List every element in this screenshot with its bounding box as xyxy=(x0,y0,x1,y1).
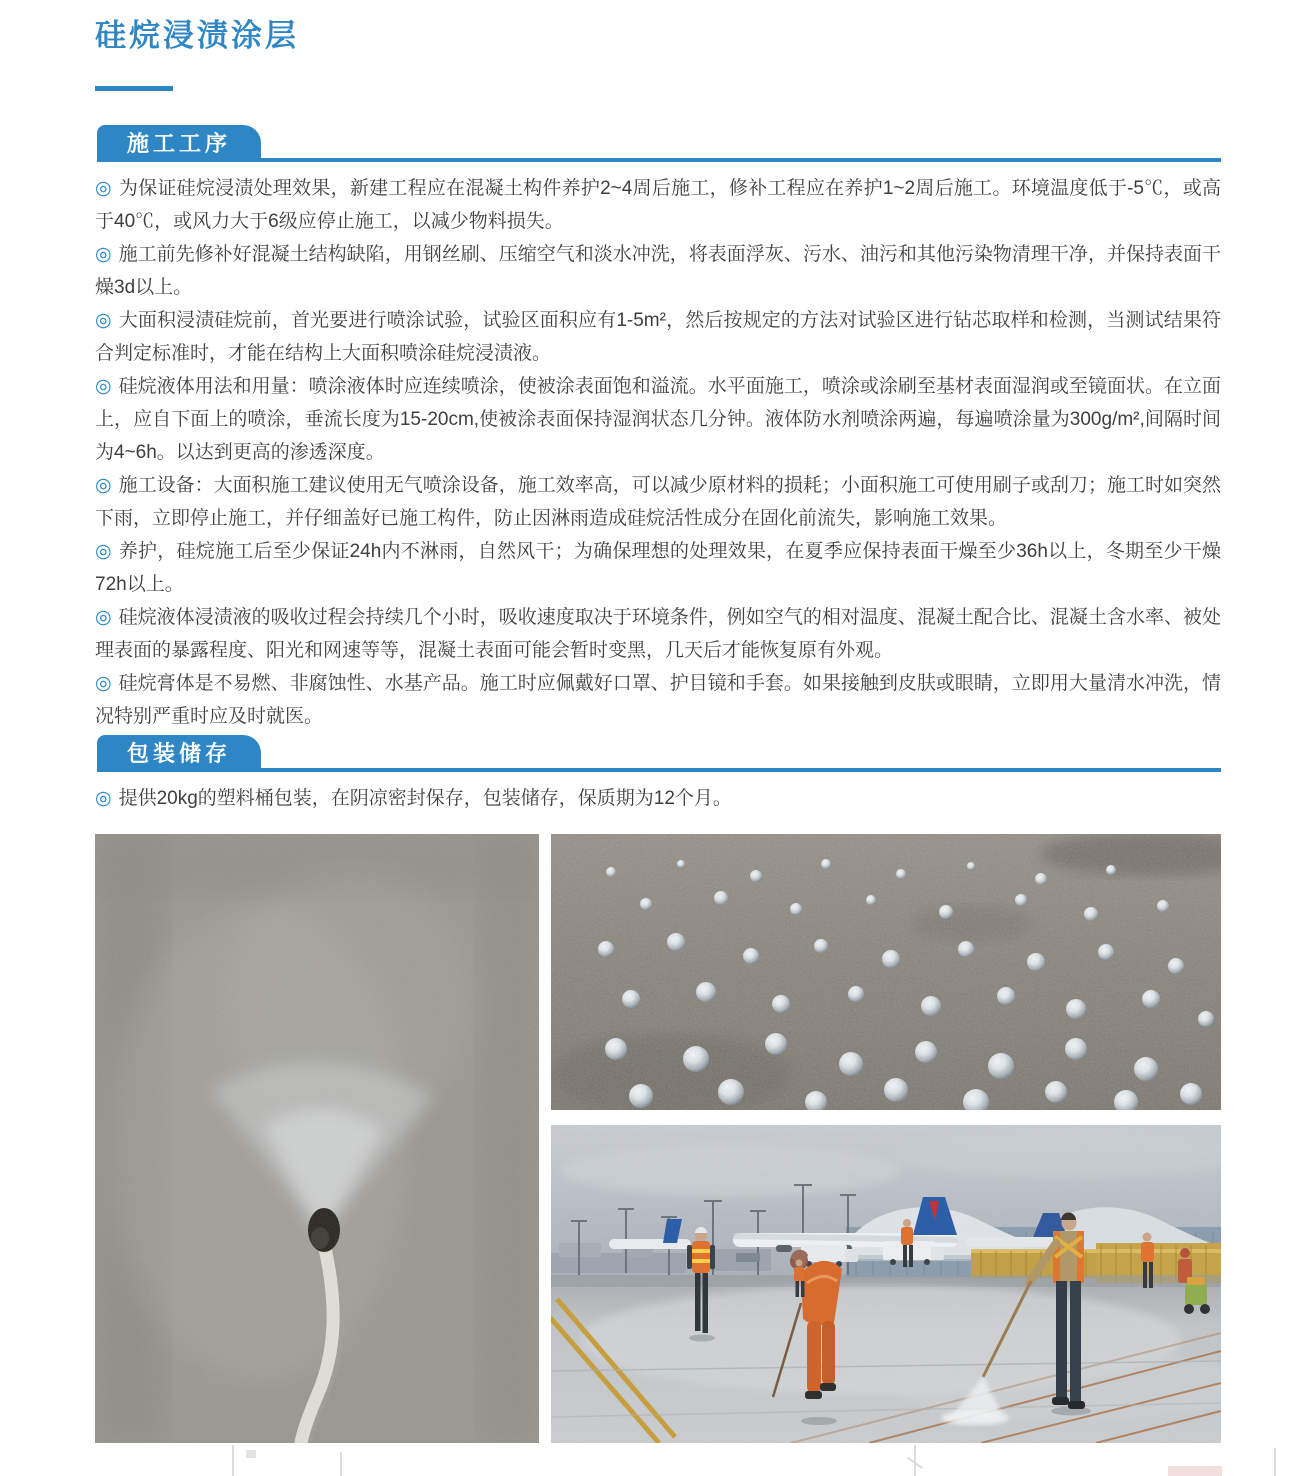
photo-wall-spraying xyxy=(95,834,539,1443)
bullet-item xyxy=(95,370,1221,469)
page-title: 硅烷浸渍涂层 xyxy=(95,18,299,53)
packaging-bullet-list xyxy=(95,782,1221,815)
bullet-text: 施工前先修补好混凝土结构缺陷，用钢丝刷、压缩空气和淡水冲洗，将表面浮灰、污水、油污和其他污染物清理干净，并保持表面干燥3d以上。 xyxy=(95,244,1221,298)
faint-mark xyxy=(340,1452,342,1476)
bullet-item xyxy=(95,667,1221,733)
bullet-text: 硅烷液体用法和用量：喷涂液体时应连续喷涂，使被涂表面饱和溢流。水平面施工，喷涂或涂刷至基材表面湿润或至镜面状。在立面上，应自下面上的喷涂，垂流长度为15-20cm,使被涂表面保持湿润状态几分钟。液体防水剂喷涂两遍，每遍喷涂量为300g/m²,间隔时间为4~6h。以达到更高的渗透深度。 xyxy=(95,376,1221,463)
bullet-icon: ◎ xyxy=(95,673,112,694)
photo-airport-apron-works xyxy=(551,1125,1221,1443)
bullet-item xyxy=(95,535,1221,601)
bullet-icon: ◎ xyxy=(95,788,112,809)
faint-mark xyxy=(232,1445,234,1476)
wall-spray-illustration xyxy=(95,834,539,1443)
faint-mark xyxy=(246,1450,256,1458)
bullet-text: 硅烷膏体是不易燃、非腐蚀性、水基产品。施工时应佩戴好口罩、护目镜和手套。如果接触到皮肤或眼睛，立即用大量清水冲洗，情况特别严重时应及时就医。 xyxy=(95,673,1221,727)
section-rule-packaging xyxy=(97,768,1221,772)
bullet-icon: ◎ xyxy=(95,607,112,628)
bullet-icon: ◎ xyxy=(95,475,112,496)
bullet-text: 施工设备：大面积施工建议使用无气喷涂设备，施工效率高，可以减少原材料的损耗；小面积施工可使用刷子或刮刀；施工时如突然下雨，立即停止施工，并仔细盖好已施工构件，防止因淋雨造成硅烷活性成分在固化前流失，影响施工效果。 xyxy=(95,475,1221,529)
bullet-text: 提供20kg的塑料桶包装，在阴凉密封保存，包装储存，保质期为12个月。 xyxy=(118,788,732,809)
bullet-icon: ◎ xyxy=(95,244,112,265)
construction-bullet-list xyxy=(95,172,1221,733)
bullet-icon: ◎ xyxy=(95,178,112,199)
bullet-icon: ◎ xyxy=(95,376,112,397)
bullet-item xyxy=(95,469,1221,535)
bullet-item xyxy=(95,172,1221,238)
bullet-icon: ◎ xyxy=(95,541,112,562)
bullet-item xyxy=(95,304,1221,370)
water-beads-illustration xyxy=(551,834,1221,1110)
bullet-item xyxy=(95,782,1221,815)
bullet-text: 硅烷液体浸渍液的吸收过程会持续几个小时，吸收速度取决于环境条件，例如空气的相对温度、混凝土配合比、混凝土含水率、被处理表面的暴露程度、阳光和网速等等，混凝土表面可能会暂时变黑，几天后才能恢复原有外观。 xyxy=(95,607,1221,661)
bullet-text: 养护，硅烷施工后至少保证24h内不淋雨，自然风干；为确保理想的处理效果，在夏季应保持表面干燥至少36h以上，冬期至少干燥72h以上。 xyxy=(95,541,1221,595)
photo-water-beading xyxy=(551,834,1221,1110)
section-header-construction: 施工工序 xyxy=(97,125,261,162)
bullet-icon: ◎ xyxy=(95,310,112,331)
faint-mark xyxy=(1274,1448,1276,1476)
bullet-item xyxy=(95,238,1221,304)
section-rule-construction xyxy=(97,158,1221,162)
section-header-packaging: 包装储存 xyxy=(97,735,261,772)
airport-scene-illustration xyxy=(551,1125,1221,1443)
title-divider xyxy=(95,86,173,91)
bullet-text: 大面积浸渍硅烷前，首光要进行喷涂试验，试验区面积应有1-5m²，然后按规定的方法对试验区进行钻芯取样和检测，当测试结果符合判定标准时，才能在结构上大面积喷涂硅烷浸渍液。 xyxy=(95,310,1221,364)
faint-mark xyxy=(1168,1466,1222,1476)
bullet-text: 为保证硅烷浸渍处理效果，新建工程应在混凝土构件养护2~4周后施工，修补工程应在养护1~2周后施工。环境温度低于-5℃，或高于40℃，或风力大于6级应停止施工，以减少物料损失。 xyxy=(95,178,1221,232)
bullet-item xyxy=(95,601,1221,667)
